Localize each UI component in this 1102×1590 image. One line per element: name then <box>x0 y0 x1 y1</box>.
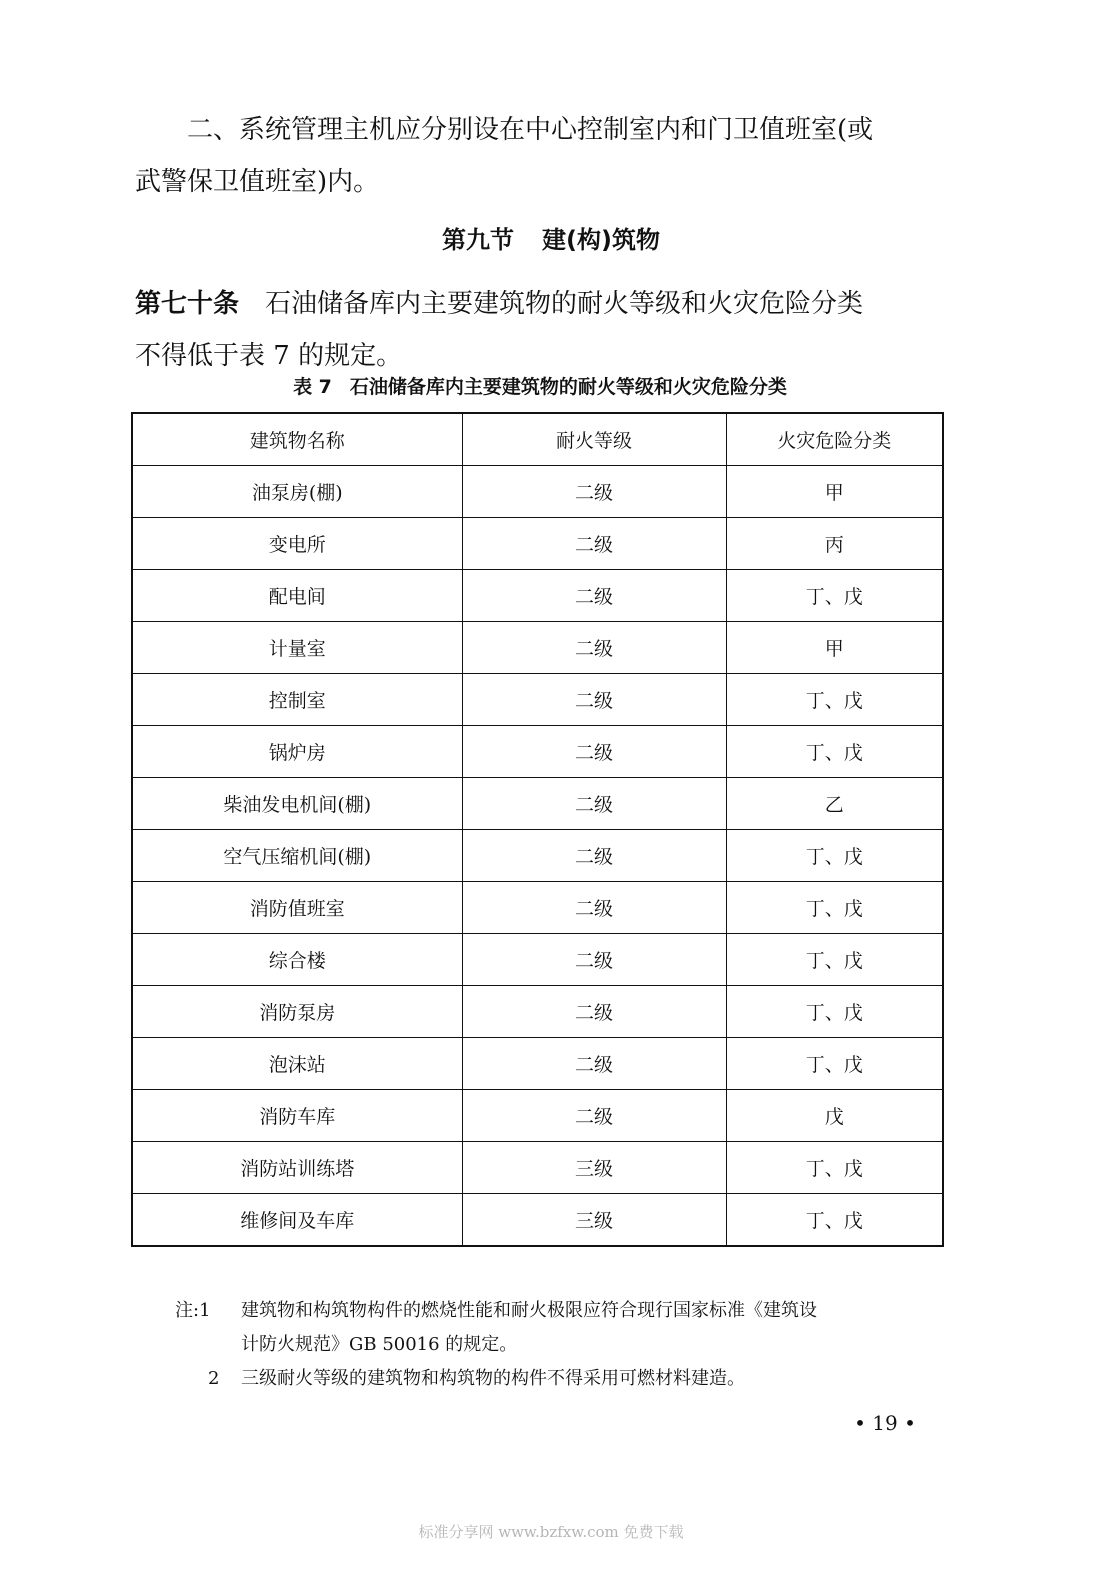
table-caption <box>135 372 945 402</box>
table-row <box>132 674 943 726</box>
note-label: 注:1 <box>175 1300 211 1321</box>
article-line: 不得低于表 7 的规定。 <box>135 341 403 371</box>
page-number: • 19 • <box>854 1411 916 1435</box>
cell-fire-resistance: 三级 <box>462 1194 726 1247</box>
header-fire-resistance: 耐火等级 <box>462 413 726 466</box>
cell-hazard-class: 丁、戊 <box>726 674 943 726</box>
cell-fire-resistance: 二级 <box>462 882 726 934</box>
cell-building: 消防值班室 <box>132 882 462 934</box>
fire-rating-table <box>131 412 944 1247</box>
table-row <box>132 1090 943 1142</box>
cell-building: 配电间 <box>132 570 462 622</box>
note-line: 建筑物和构筑物构件的燃烧性能和耐火极限应符合现行国家标准《建筑设 <box>241 1300 817 1321</box>
article-line <box>135 278 945 330</box>
section-title: 建(构)筑物 <box>542 226 660 254</box>
cell-building: 综合楼 <box>132 934 462 986</box>
table-row <box>132 1142 943 1194</box>
header-fire-hazard: 火灾危险分类 <box>726 413 943 466</box>
table-row <box>132 622 943 674</box>
cell-building: 泡沫站 <box>132 1038 462 1090</box>
cell-hazard-class: 丁、戊 <box>726 882 943 934</box>
cell-hazard-class: 丁、戊 <box>726 1194 943 1247</box>
cell-hazard-class: 甲 <box>726 622 943 674</box>
table-row <box>132 518 943 570</box>
table-row <box>132 726 943 778</box>
cell-building: 消防车库 <box>132 1090 462 1142</box>
table-row <box>132 1194 943 1247</box>
cell-fire-resistance: 二级 <box>462 1090 726 1142</box>
cell-building: 柴油发电机间(棚) <box>132 778 462 830</box>
header-building-name: 建筑物名称 <box>132 413 462 466</box>
cell-building: 油泵房(棚) <box>132 466 462 518</box>
note-1 <box>175 1294 945 1362</box>
cell-fire-resistance: 三级 <box>462 1142 726 1194</box>
paragraph-system-host <box>135 104 945 208</box>
cell-building: 维修间及车库 <box>132 1194 462 1247</box>
cell-building: 空气压缩机间(棚) <box>132 830 462 882</box>
table-row <box>132 882 943 934</box>
cell-building: 消防泵房 <box>132 986 462 1038</box>
table-notes <box>175 1294 945 1396</box>
table-number: 表 7 <box>293 376 332 398</box>
cell-fire-resistance: 二级 <box>462 518 726 570</box>
cell-fire-resistance: 二级 <box>462 570 726 622</box>
section-heading <box>0 222 1102 258</box>
cell-hazard-class: 丁、戊 <box>726 830 943 882</box>
note-line: 计防火规范》GB 50016 的规定。 <box>241 1334 518 1355</box>
table-row <box>132 986 943 1038</box>
cell-fire-resistance: 二级 <box>462 1038 726 1090</box>
table-row <box>132 830 943 882</box>
table-header-row <box>132 413 943 466</box>
cell-fire-resistance: 二级 <box>462 934 726 986</box>
note-label: 2 <box>208 1368 220 1389</box>
table-row <box>132 466 943 518</box>
cell-hazard-class: 丁、戊 <box>726 1142 943 1194</box>
table-row <box>132 1038 943 1090</box>
cell-hazard-class: 丁、戊 <box>726 934 943 986</box>
cell-building: 变电所 <box>132 518 462 570</box>
watermark-text: 标准分享网 www.bzfxw.com 免费下载 <box>418 1523 684 1541</box>
article-text: 石油储备库内主要建筑物的耐火等级和火灾危险分类 <box>265 289 864 319</box>
table-row <box>132 570 943 622</box>
cell-hazard-class: 丁、戊 <box>726 726 943 778</box>
table-row <box>132 934 943 986</box>
cell-building: 锅炉房 <box>132 726 462 778</box>
table-title: 石油储备库内主要建筑物的耐火等级和火灾危险分类 <box>349 376 787 398</box>
cell-fire-resistance: 二级 <box>462 830 726 882</box>
cell-building: 计量室 <box>132 622 462 674</box>
cell-hazard-class: 戊 <box>726 1090 943 1142</box>
note-line: 三级耐火等级的建筑物和构筑物的构件不得采用可燃材料建造。 <box>241 1368 745 1389</box>
cell-hazard-class: 丁、戊 <box>726 986 943 1038</box>
article-number: 第七十条 <box>135 289 240 319</box>
paragraph-line: 武警保卫值班室)内。 <box>135 167 380 197</box>
paragraph-line: 二、系统管理主机应分别设在中心控制室内和门卫值班室(或 <box>187 115 874 145</box>
cell-fire-resistance: 二级 <box>462 622 726 674</box>
cell-fire-resistance: 二级 <box>462 726 726 778</box>
cell-fire-resistance: 二级 <box>462 466 726 518</box>
cell-hazard-class: 丁、戊 <box>726 570 943 622</box>
cell-hazard-class: 乙 <box>726 778 943 830</box>
cell-hazard-class: 丙 <box>726 518 943 570</box>
cell-hazard-class: 甲 <box>726 466 943 518</box>
cell-fire-resistance: 二级 <box>462 986 726 1038</box>
cell-fire-resistance: 二级 <box>462 674 726 726</box>
cell-fire-resistance: 二级 <box>462 778 726 830</box>
note-2 <box>175 1362 945 1396</box>
cell-building: 消防站训练塔 <box>132 1142 462 1194</box>
cell-building: 控制室 <box>132 674 462 726</box>
section-number: 第九节 <box>442 226 515 254</box>
table-row <box>132 778 943 830</box>
cell-hazard-class: 丁、戊 <box>726 1038 943 1090</box>
article-70 <box>135 278 945 382</box>
